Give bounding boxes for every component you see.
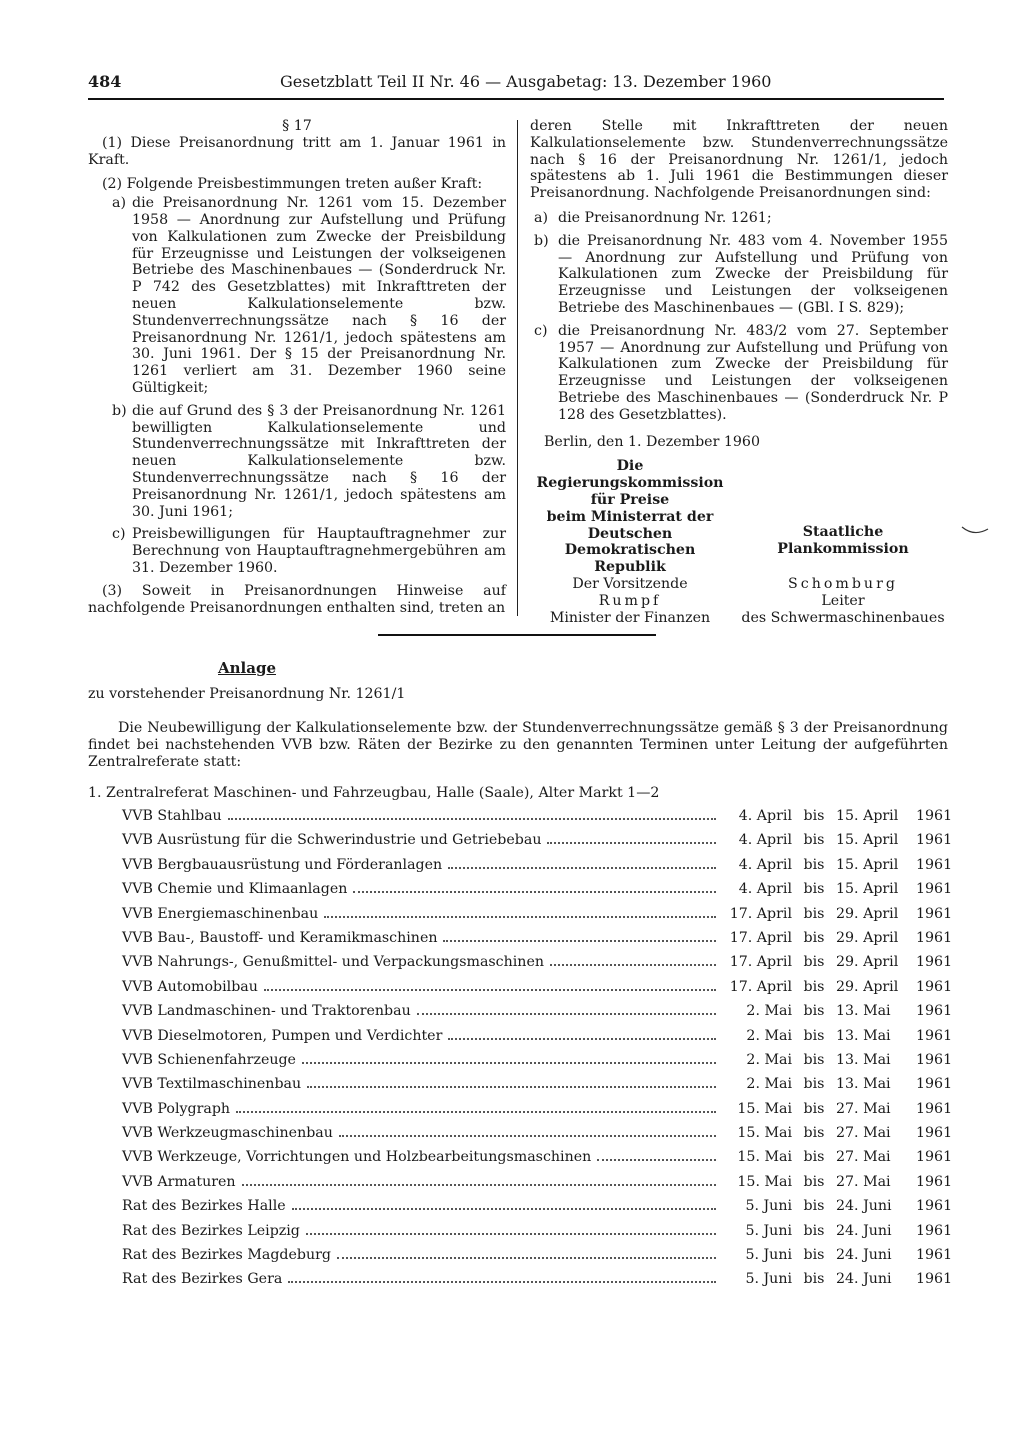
organization: VVB Werkzeuge, Vorrichtungen und Holzbearbeitungsmaschinen [122, 1149, 592, 1166]
year: 1961 [916, 1222, 953, 1239]
table-row [122, 1198, 952, 1222]
signer-name: Rumpf [598, 592, 662, 609]
bis-label: bis [803, 1051, 825, 1068]
start-date: 2. Mai [746, 1076, 792, 1093]
bis-label: bis [803, 832, 825, 849]
list-item-text: die auf Grund des § 3 der Preisanordnung Nr. 1261 bewilligten Kalkulationselemente und Stundenverrechnungssätze mit Inkrafttreten der neuen Kalkulationselemente bzw. Stundenverrechnungssätze nach § 16 der Preisanordnung Nr. 1261/1, jedoch spätestens am 30. Juni 1961; [132, 402, 506, 520]
year: 1961 [916, 1247, 953, 1264]
start-date: 4. April [738, 881, 792, 898]
start-date: 17. April [729, 905, 792, 922]
bis-label: bis [803, 808, 825, 824]
signature-right [738, 524, 948, 626]
year: 1961 [916, 978, 953, 995]
end-date: 15. April [836, 856, 899, 873]
bis-label: bis [803, 1125, 825, 1142]
table-row [122, 832, 952, 856]
end-date: 24. Juni [836, 1198, 892, 1215]
organization: Rat des Bezirkes Halle [122, 1198, 286, 1215]
end-date: 24. Juni [836, 1247, 892, 1264]
schedule-table [122, 808, 952, 1296]
end-date: 29. April [836, 954, 899, 971]
table-row [122, 881, 952, 905]
end-date: 13. Mai [836, 1027, 891, 1044]
authority-line: für Preise [590, 491, 670, 508]
list-marker: a) [534, 209, 548, 226]
bis-label: bis [803, 1198, 825, 1215]
year: 1961 [916, 1149, 953, 1166]
list-marker: b) [534, 232, 549, 249]
organization: VVB Stahlbau [122, 808, 222, 824]
table-row [122, 1247, 952, 1271]
year: 1961 [916, 1125, 953, 1142]
year: 1961 [916, 881, 953, 898]
table-row [122, 906, 952, 930]
start-date: 5. Juni [745, 1198, 792, 1215]
organization: VVB Nahrungs-, Genußmittel- und Verpackungsmaschinen [122, 954, 544, 971]
right-column [530, 118, 948, 626]
bis-label: bis [803, 1003, 825, 1020]
column-divider [517, 120, 518, 616]
authority-line: Die Regierungskommission [536, 458, 724, 492]
year: 1961 [916, 1271, 953, 1288]
organization: Rat des Bezirkes Gera [122, 1271, 283, 1288]
list-item [88, 195, 506, 397]
signature-area [530, 458, 948, 626]
signature-left [530, 458, 730, 626]
section-heading: § 17 [282, 118, 312, 134]
year: 1961 [916, 1100, 953, 1117]
table-row [122, 1028, 952, 1052]
authority-line: Staatliche Plankommission [777, 524, 909, 558]
list-item-text: die Preisanordnung Nr. 483/2 vom 27. September 1957 — Anordnung zur Aufstellung und Prüfung von Kalkulationen zum Zwecke der Preisbildung für Erzeugnisse und Leistungen der volkseigenen Betriebe des Maschinenbaues — (Sonderdruck Nr. P 128 des Gesetzblattes). [558, 322, 948, 423]
page-number: 484 [88, 72, 122, 91]
year: 1961 [916, 954, 953, 971]
bis-label: bis [803, 1271, 825, 1288]
year: 1961 [916, 832, 953, 849]
end-date: 13. Mai [836, 1003, 891, 1020]
bis-label: bis [803, 856, 825, 873]
end-date: 13. Mai [836, 1076, 891, 1093]
year: 1961 [916, 1027, 953, 1044]
table-row [122, 979, 952, 1003]
list-marker: c) [112, 526, 126, 543]
organization: VVB Chemie und Klimaanlagen [122, 881, 348, 898]
end-date: 13. Mai [836, 1051, 891, 1068]
continuation-paragraph: deren Stelle mit Inkrafttreten der neuen Kalkulationselemente bzw. Stundenverrechnungssätze nach § 16 der Preisanordnung Nr. 1261/1, jedoch spätestens ab 1. Juli 1961 die Bestimmungen dieser Preisanordnung. Nachfolgende Preisanordnungen sind: [530, 118, 948, 202]
start-date: 2. Mai [746, 1051, 792, 1068]
list-item-text: Preisbewilligungen für Hauptauftragnehmer zur Berechnung von Hauptauftragnehmergebühren am 31. Dezember 1960. [132, 526, 506, 576]
signer-title: Der Vorsitzende [572, 575, 688, 592]
paragraph-2: (2) Folgende Preisbestimmungen treten außer Kraft: [102, 176, 483, 193]
organization: VVB Automobilbau [122, 978, 258, 995]
organization: VVB Werkzeugmaschinenbau [122, 1125, 333, 1142]
table-row [122, 1101, 952, 1125]
organization: Rat des Bezirkes Leipzig [122, 1222, 300, 1239]
organization: VVB Ausrüstung für die Schwerindustrie und Getriebebau [122, 832, 542, 849]
signer-name: Schomburg [788, 575, 898, 592]
table-row [122, 1223, 952, 1247]
start-date: 2. Mai [746, 1003, 792, 1020]
year: 1961 [916, 905, 953, 922]
anlage-title: Anlage [218, 659, 276, 677]
end-date: 15. April [836, 832, 899, 849]
list-item-text: die Preisanordnung Nr. 483 vom 4. November 1955 — Anordnung zur Aufstellung und Prüfung von Kalkulationen zum Zwecke der Preisbildung für Erzeugnisse und Leistungen der volkseigenen Betriebe des Maschinenbaues — (GBl. I S. 829); [558, 232, 948, 316]
list-item [530, 210, 948, 227]
authority-line: Republik [594, 559, 666, 576]
organization: VVB Textilmaschinenbau [122, 1076, 302, 1093]
bis-label: bis [803, 1173, 825, 1190]
end-date: 24. Juni [836, 1222, 892, 1239]
end-date: 27. Mai [836, 1173, 891, 1190]
bis-label: bis [803, 1247, 825, 1264]
signer-role: Minister der Finanzen [549, 609, 711, 626]
start-date: 17. April [729, 954, 792, 971]
list-marker: b) [112, 402, 127, 419]
end-date: 29. April [836, 929, 899, 946]
bis-label: bis [803, 905, 825, 922]
bis-label: bis [803, 1100, 825, 1117]
organization: VVB Dieselmotoren, Pumpen und Verdichter [122, 1027, 443, 1044]
table-row [122, 1003, 952, 1027]
bis-label: bis [803, 954, 825, 971]
organization: Rat des Bezirkes Magdeburg [122, 1247, 331, 1264]
authority-line: beim Ministerrat der [546, 508, 714, 525]
organization: VVB Landmaschinen- und Traktorenbau [122, 1003, 411, 1020]
start-date: 5. Juni [745, 1247, 792, 1264]
list-item-text: die Preisanordnung Nr. 1261; [558, 209, 772, 226]
list-item-text: die Preisanordnung Nr. 1261 vom 15. Dezember 1958 — Anordnung zur Aufstellung und Prüfung von Kalkulationen zum Zwecke der Preisbildung für Erzeugnisse und Leistungen der volkseigenen Betriebe des Maschinenbaues — (Sonderdruck Nr. P 742 des Gesetzblattes) mit Inkrafttreten der neuen Kalkulationselemente bzw. Stundenverrechnungssätze nach § 16 der Preisanordnung Nr. 1261/1, jedoch spätestens am 30. Juni 1961. Der § 15 der Preisanordnung Nr. 1261 verliert am 31. Dezember 1960 seine Gültigkeit; [132, 195, 506, 396]
start-date: 15. Mai [737, 1149, 792, 1166]
start-date: 17. April [729, 978, 792, 995]
start-date: 2. Mai [746, 1027, 792, 1044]
year: 1961 [916, 1003, 953, 1020]
start-date: 15. Mai [737, 1173, 792, 1190]
start-date: 5. Juni [745, 1271, 792, 1288]
start-date: 4. April [738, 808, 792, 824]
place-date: Berlin, den 1. Dezember 1960 [544, 433, 760, 450]
table-row [122, 1174, 952, 1198]
signer-role: Leiter [821, 592, 865, 609]
end-date: 29. April [836, 978, 899, 995]
table-row [122, 1149, 952, 1173]
anlage-subtitle: zu vorstehender Preisanordnung Nr. 1261/1 [88, 686, 406, 702]
start-date: 15. Mai [737, 1125, 792, 1142]
start-date: 4. April [738, 832, 792, 849]
bis-label: bis [803, 1076, 825, 1093]
paragraph-1: (1) Diese Preisanordnung tritt am 1. Januar 1961 in Kraft. [88, 134, 506, 168]
list-marker: a) [112, 195, 126, 212]
year: 1961 [916, 856, 953, 873]
authority-line: Deutschen Demokratischen [564, 525, 696, 559]
header-divider [88, 98, 944, 100]
table-row [122, 1271, 952, 1295]
end-date: 27. Mai [836, 1125, 891, 1142]
list-item [88, 403, 506, 521]
organization: VVB Bergbauausrüstung und Förderanlagen [122, 856, 443, 873]
organization: VVB Schienenfahrzeuge [122, 1051, 296, 1068]
list-item [88, 526, 506, 576]
left-column [88, 118, 506, 616]
bis-label: bis [803, 1222, 825, 1239]
list-marker: c) [534, 322, 548, 339]
zentralreferat-heading: 1. Zentralreferat Maschinen- und Fahrzeugbau, Halle (Saale), Alter Markt 1—2 [88, 785, 660, 801]
table-row [122, 857, 952, 881]
year: 1961 [916, 808, 953, 824]
table-row [122, 954, 952, 978]
organization: VVB Polygraph [122, 1100, 231, 1117]
table-row [122, 808, 952, 832]
end-date: 15. April [836, 808, 899, 824]
table-row [122, 1052, 952, 1076]
bis-label: bis [803, 929, 825, 946]
paragraph-3: (3) Soweit in Preisanordnungen Hinweise auf nachfolgende Preisanordnungen enthalten sind, treten an [88, 582, 506, 616]
table-row [122, 1125, 952, 1149]
anlage-intro: Die Neubewilligung der Kalkulationselemente bzw. der Stundenverrechnungssätze gemäß § 3 der Preisanordnung findet bei nachstehenden VVB bzw. Räten der Bezirke zu den genannten Terminen unter Leitung der aufgeführten Zentralreferate statt: [88, 720, 948, 770]
bis-label: bis [803, 1149, 825, 1166]
list-item [530, 323, 948, 424]
section-divider [378, 634, 656, 636]
year: 1961 [916, 1173, 953, 1190]
start-date: 15. Mai [737, 1100, 792, 1117]
end-date: 24. Juni [836, 1271, 892, 1288]
bis-label: bis [803, 1027, 825, 1044]
bis-label: bis [803, 978, 825, 995]
start-date: 5. Juni [745, 1222, 792, 1239]
organization: VVB Energiemaschinenbau [122, 905, 319, 922]
year: 1961 [916, 1076, 953, 1093]
organization: VVB Bau-, Baustoff- und Keramikmaschinen [122, 929, 438, 946]
signer-role: des Schwermaschinenbaues [741, 609, 945, 626]
year: 1961 [916, 1198, 953, 1215]
table-row [122, 1076, 952, 1100]
year: 1961 [916, 1051, 953, 1068]
organization: VVB Armaturen [122, 1173, 236, 1190]
end-date: 27. Mai [836, 1149, 891, 1166]
year: 1961 [916, 929, 953, 946]
table-row [122, 930, 952, 954]
end-date: 27. Mai [836, 1100, 891, 1117]
start-date: 17. April [729, 929, 792, 946]
start-date: 4. April [738, 856, 792, 873]
list-item [530, 233, 948, 317]
page-header-title: Gesetzblatt Teil II Nr. 46 — Ausgabetag: 13. Dezember 1960 [280, 72, 772, 91]
end-date: 29. April [836, 905, 899, 922]
margin-mark-icon [960, 525, 990, 535]
bis-label: bis [803, 881, 825, 898]
end-date: 15. April [836, 881, 899, 898]
